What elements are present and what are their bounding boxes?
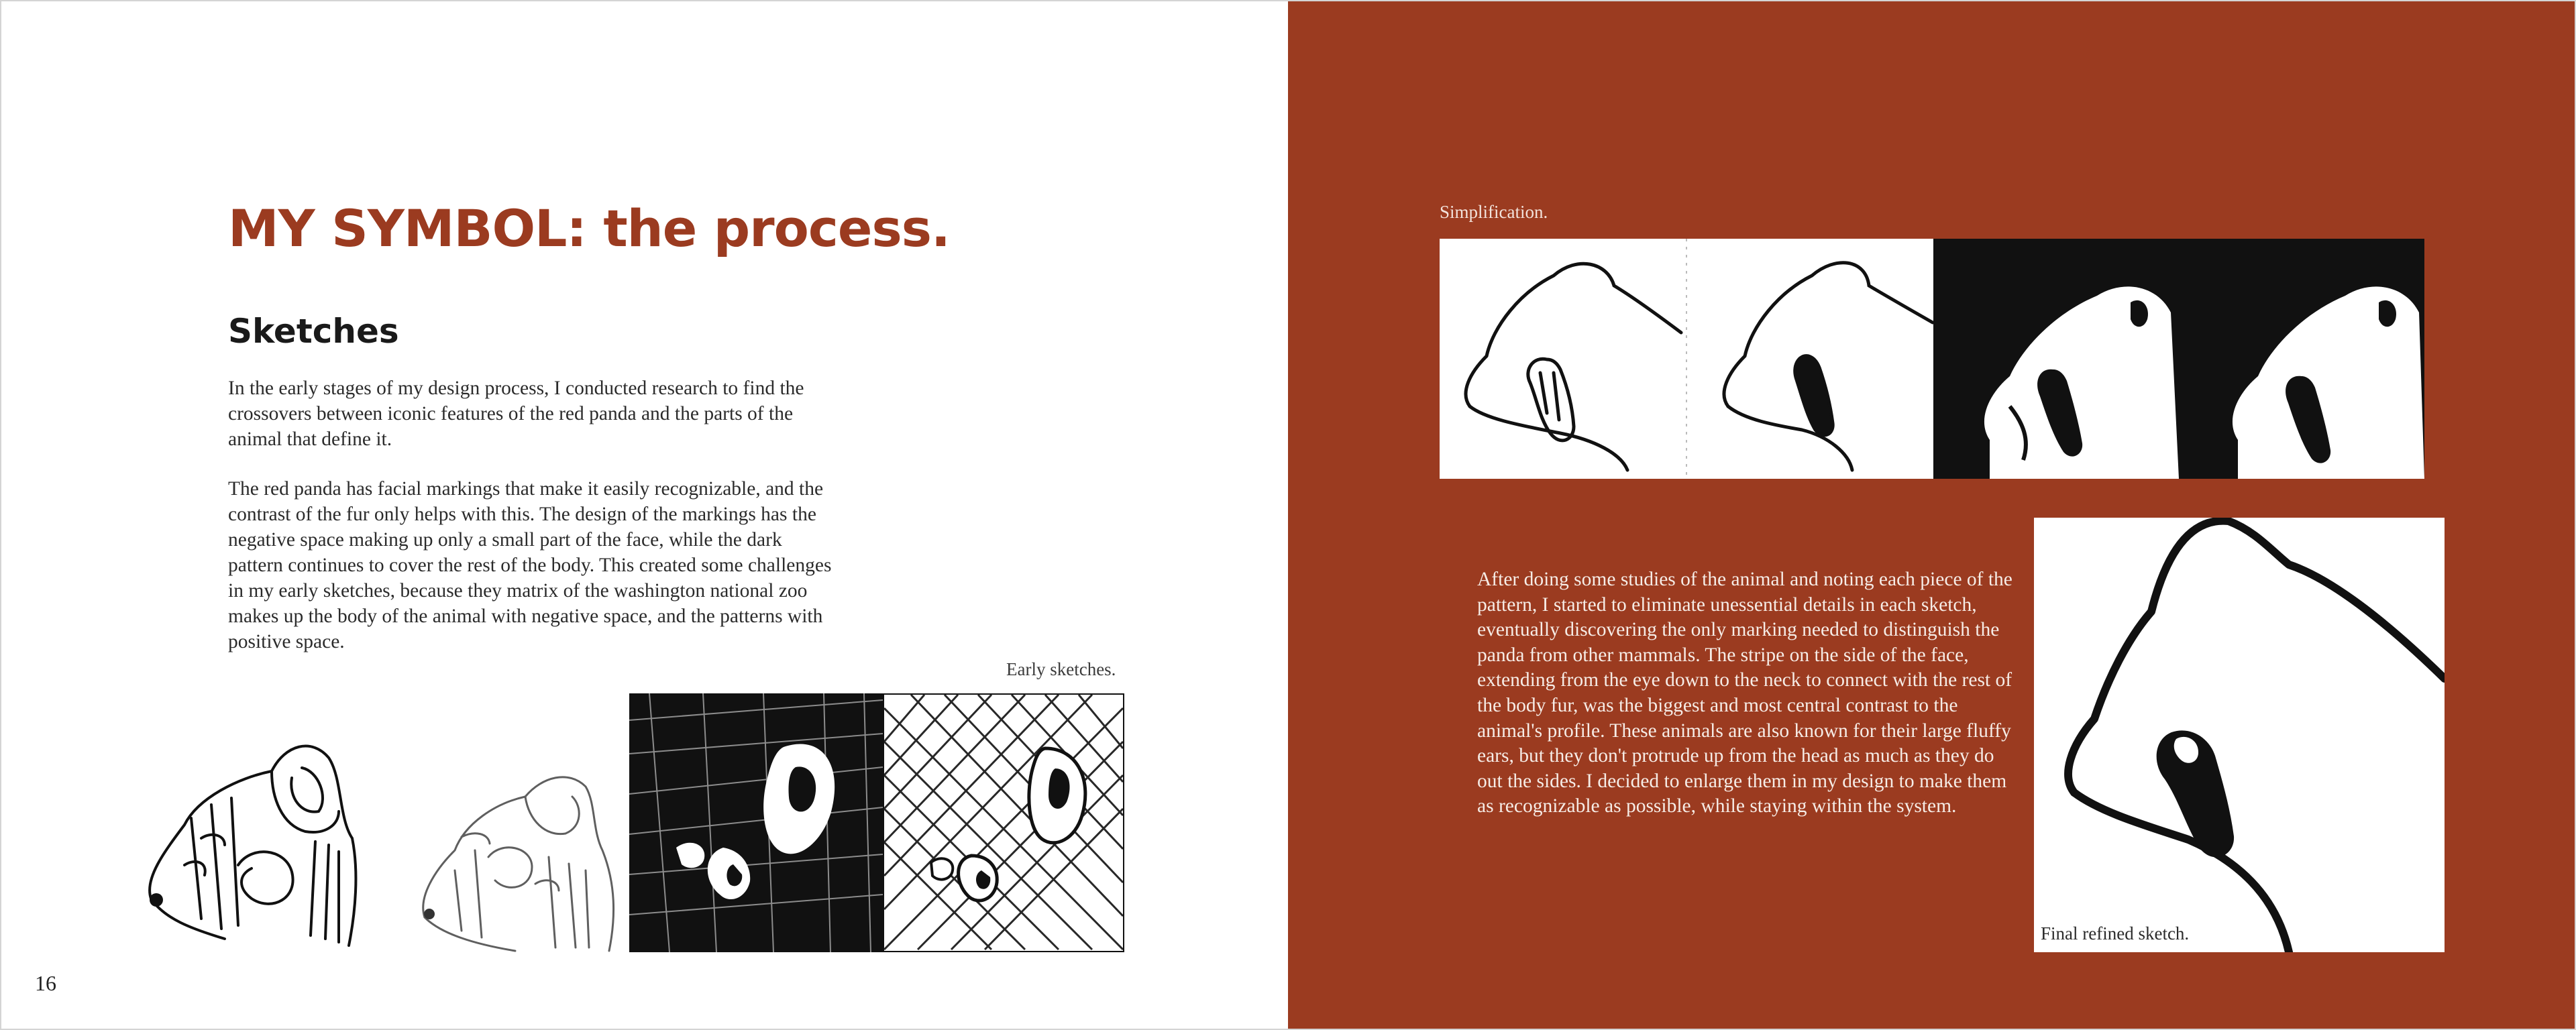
section-heading: Sketches [228, 312, 399, 351]
final-sketch-image [2034, 518, 2445, 952]
early-sketch-3 [629, 693, 883, 952]
early-sketch-2 [415, 756, 629, 952]
intro-paragraph: In the early stages of my design process, I conducted research to find the crossovers between iconic features of the red panda and the parts of the animal that define it. [228, 378, 804, 450]
page-number: 16 [35, 971, 56, 995]
simplification-sketch-3 [1933, 239, 2179, 479]
markings-paragraph: The red panda has facial markings that make it easily recognizable, and the contrast of the fur only helps with this. The design of the markings has the negative space making up only a small part of the face, while the dark pattern continues to cover the rest of the body. This created some challenges in my early sketches, because they matrix of the washington national zoo makes up the body of the animal with negative space, and the patterns with positive space. [228, 478, 832, 652]
early-sketches-caption: Early sketches. [1006, 659, 1116, 679]
simplification-sketch-2 [1724, 263, 1933, 470]
simplification-paragraph: After doing some studies of the animal and noting each piece of the pattern, I started to eliminate unessential details in each sketch, eventually discovering the only marking needed to distinguish the panda from other mammals. The stripe on the side of the face, extending from the eye down to the neck to connect with the rest of the body fur, was the biggest and most central contrast to the animal's profile. These animals are also known for their large fluffy ears, but they don't protrude up from the head as much as they do out the sides. I decided to enlarge them in my design to make them as recognizable as possible, while staying within the system. [1477, 569, 2012, 817]
final-sketch-panel [2034, 518, 2445, 952]
simplification-caption: Simplification. [1440, 202, 1548, 222]
page-title: MY SYMBOL: the process. [228, 198, 950, 258]
early-sketch-4 [883, 693, 1124, 952]
simplification-strip [1440, 239, 2424, 479]
final-sketch-caption: Final refined sketch. [2041, 923, 2190, 943]
simplification-sketch-4 [2179, 239, 2424, 479]
early-sketch-1 [138, 697, 369, 952]
simplification-sketch-1 [1466, 264, 1681, 470]
